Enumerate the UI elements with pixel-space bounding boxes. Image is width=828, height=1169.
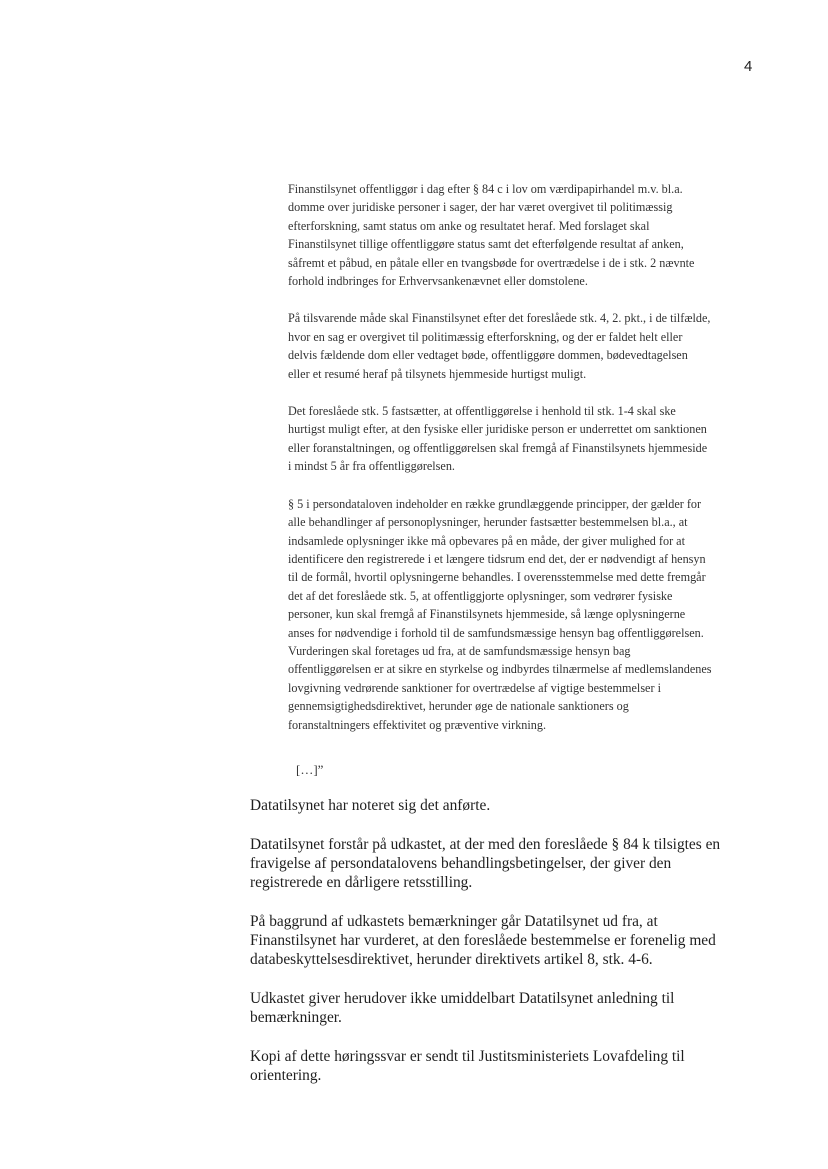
- quote-paragraph: [288, 309, 758, 383]
- text-line: indsamlede oplysninger ikke må opbevares på en måde, der giver mulighed for at: [288, 533, 685, 548]
- text-line: det af det foreslåede stk. 5, at offentliggjorte oplysninger, som vedrører fysiske: [288, 588, 673, 603]
- text-line: identificere den registrerede i et længere tidsrum end det, der er nødvendigt af hensyn: [288, 551, 706, 566]
- text-line: Finanstilsynet har vurderet, at den foreslåede bestemmelse er forenelig med: [250, 932, 716, 949]
- text-line: eller foranstaltningen, og offentliggørelsen skal fremgå af Finanstilsynets hjemmeside: [288, 440, 708, 455]
- text-line: til de formål, hvortil oplysningerne behandles. I overensstemmelse med dette fremgår: [288, 570, 706, 585]
- quote-paragraph: [288, 180, 758, 290]
- body-paragraph: [250, 989, 770, 1027]
- body-paragraph: [250, 835, 770, 892]
- text-line: Finanstilsynet tillige offentliggøre status samt det efterfølgende resultat af anken,: [288, 237, 684, 252]
- text-line: På baggrund af udkastets bemærkninger går Datatilsynet ud fra, at: [250, 913, 658, 930]
- text-line: delvis fældende dom eller vedtaget bøde, offentliggøre dommen, bødevedtagelsen: [288, 348, 688, 363]
- text-line: Vurderingen skal foretages ud fra, at de samfundsmæssige hensyn bag: [288, 643, 631, 658]
- response-body: [250, 796, 770, 1105]
- text-line: Udkastet giver herudover ikke umiddelbart Datatilsynet anledning til: [250, 990, 675, 1007]
- text-line: Datatilsynet har noteret sig det anførte.: [250, 797, 491, 814]
- text-line: § 5 i persondataloven indeholder en række grundlæggende principper, der gælder for: [288, 496, 702, 511]
- text-line: alle behandlinger af personoplysninger, herunder fastsætter bestemmelsen bl.a., at: [288, 515, 688, 530]
- text-line: Det foreslåede stk. 5 fastsætter, at offentliggørelse i henhold til stk. 1-4 skal ske: [288, 404, 676, 419]
- text-line: Datatilsynet forstår på udkastet, at der med den foreslåede § 84 k tilsigtes en: [250, 836, 721, 853]
- text-line: Kopi af dette høringssvar er sendt til Justitsministeriets Lovafdeling til: [250, 1048, 685, 1065]
- text-line: hurtigst muligt efter, at den fysiske eller juridiske person er underrettet om sanktionen: [288, 422, 707, 437]
- body-paragraph: [250, 1047, 770, 1085]
- text-line: efterforskning, samt status om anke og resultatet heraf. Med forslaget skal: [288, 218, 650, 233]
- text-line: hvor en sag er overgivet til politimæssig efterforskning, og der er faldet helt eller: [288, 329, 683, 344]
- body-paragraph: [250, 912, 770, 969]
- text-line: i mindst 5 år fra offentliggørelsen.: [288, 459, 455, 474]
- text-line: eller et resumé heraf på tilsynets hjemmeside hurtigst muligt.: [288, 366, 587, 381]
- text-line: domme over juridiske personer i sager, der har været overgivet til politimæssig: [288, 200, 673, 215]
- text-line: fravigelse af persondatalovens behandlingsbetingelser, der giver den: [250, 855, 672, 872]
- text-line: gennemsigtighedsdirektivet, herunder øge de nationale sanktioners og: [288, 699, 629, 714]
- text-line: lovgivning vedrørende sanktioner for overtrædelse af vigtige bestemmelser i: [288, 680, 661, 695]
- text-line: offentliggørelsen er at sikre en styrkelse og indbyrdes tilnærmelse af medlemslandenes: [288, 662, 712, 677]
- text-line: personer, kun skal fremgå af Finanstilsynets hjemmeside, så længe oplysningerne: [288, 607, 686, 622]
- text-line: På tilsvarende måde skal Finanstilsynet efter det foreslåede stk. 4, 2. pkt., i de tilfælde,: [288, 311, 711, 326]
- page-number: 4: [744, 58, 753, 75]
- text-line: registrerede en dårligere retsstilling.: [250, 874, 473, 891]
- text-line: databeskyttelsesdirektivet, herunder direktivets artikel 8, stk. 4-6.: [250, 951, 653, 968]
- text-line: bemærkninger.: [250, 1009, 342, 1026]
- quoted-excerpt: [288, 180, 758, 753]
- text-line: foranstaltningers effektivitet og præventive virkning.: [288, 717, 547, 732]
- body-paragraph: [250, 796, 770, 815]
- quote-paragraph: [288, 495, 758, 734]
- text-line: orientering.: [250, 1067, 322, 1084]
- quote-paragraph: [288, 402, 758, 476]
- text-line: forhold indbringes for Erhvervsankenævnet eller domstolene.: [288, 274, 588, 289]
- text-line: Finanstilsynet offentliggør i dag efter § 84 c i lov om værdipapirhandel m.v. bl.a.: [288, 182, 683, 196]
- text-line: anses for nødvendige i forhold til de samfundsmæssige hensyn bag offentliggørelsen.: [288, 625, 704, 640]
- text-line: såfremt et påbud, en påtale eller en tvangsbøde for overtrædelse i de i stk. 2 nævnte: [288, 255, 695, 270]
- quote-ellipsis: […]”: [296, 762, 324, 777]
